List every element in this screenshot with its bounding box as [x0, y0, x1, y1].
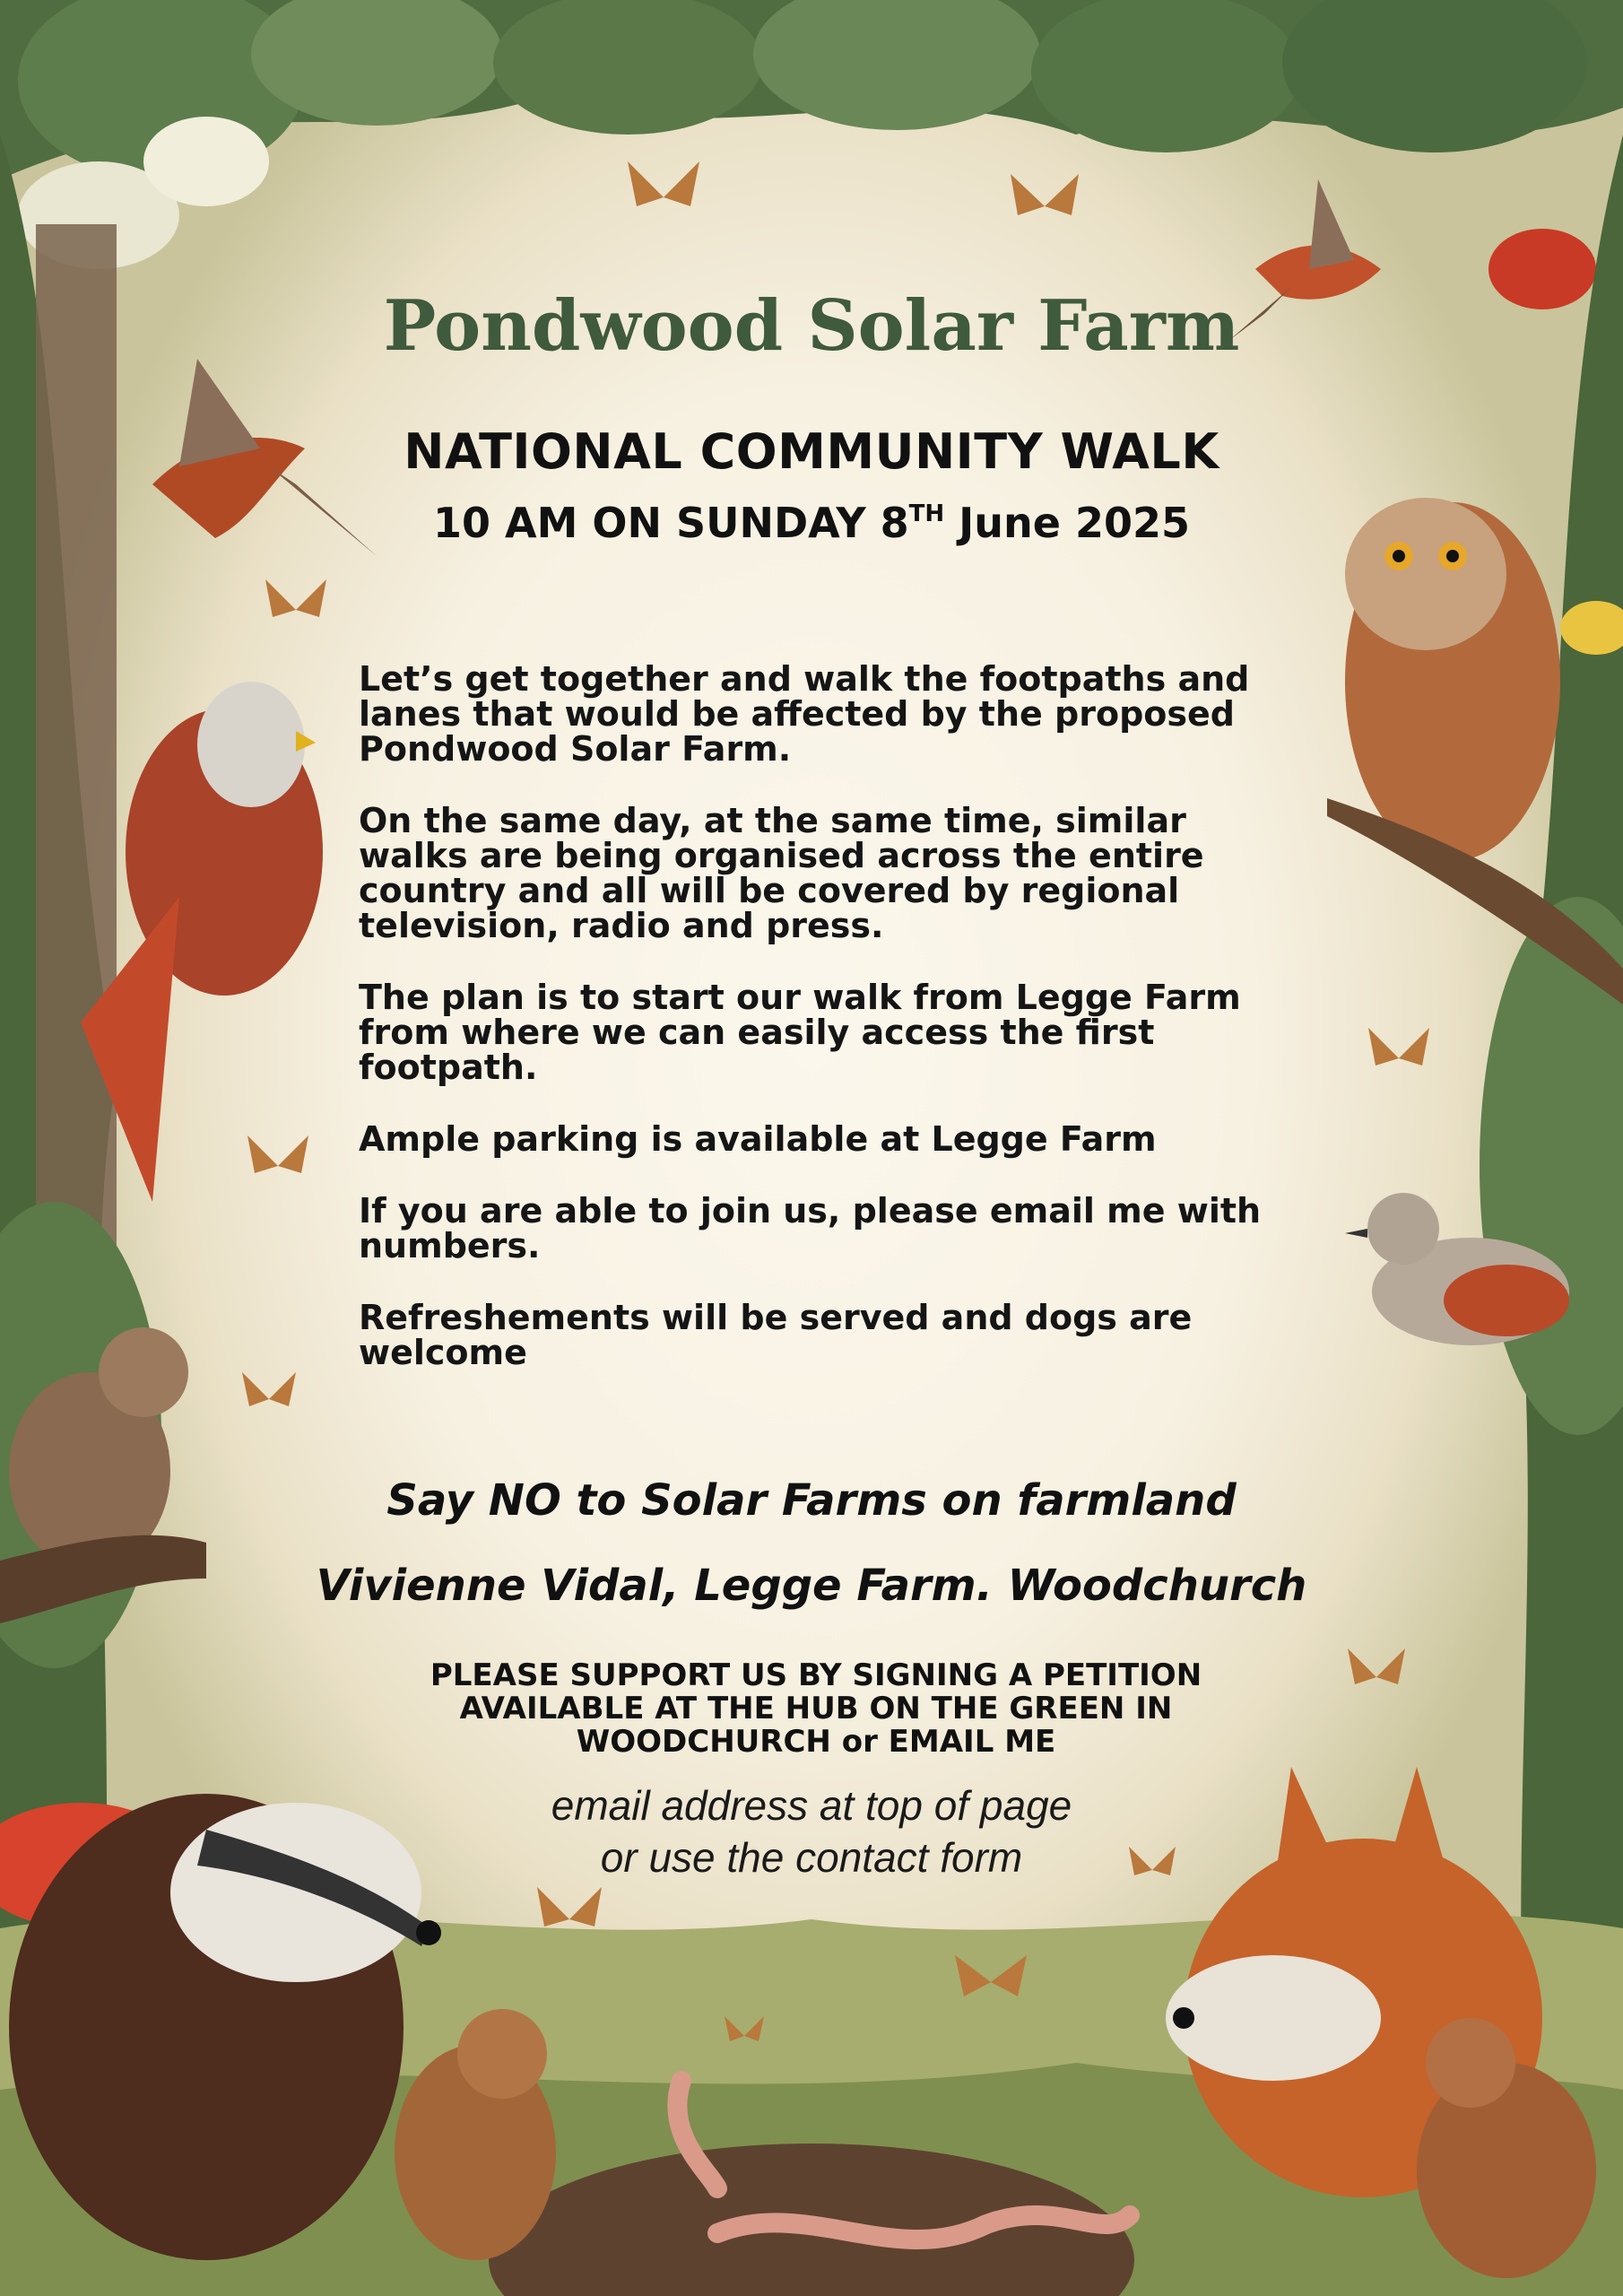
- event-description: [359, 659, 1273, 1407]
- event-date: [0, 499, 1623, 547]
- slogan: Say NO to Solar Farms on farmland: [386, 1475, 1237, 1526]
- paragraph: If you are able to join us, please email me with numbers.: [359, 1191, 1262, 1265]
- signature: Vivienne Vidal, Legge Farm. Woodchurch: [316, 1561, 1307, 1611]
- contact-note: [0, 1779, 1623, 1883]
- top-foliage: [0, 0, 1623, 309]
- event-heading: NATIONAL COMMUNITY WALK: [404, 423, 1219, 480]
- paragraph: The plan is to start our walk from Legge Farm from where we can easily access the first footpath.: [359, 978, 1241, 1087]
- paragraph: On the same day, at the same time, similar walks are being organised across the entire country and all will be covered by regional television, radio and press.: [359, 801, 1204, 945]
- contact-line: or use the contact form: [600, 1834, 1023, 1881]
- paragraph: Refreshements will be served and dogs are welcome: [359, 1298, 1193, 1372]
- kite-icon: [81, 682, 323, 1202]
- paragraph: Ample parking is available at Legge Farm: [359, 1119, 1157, 1159]
- paragraph: Let’s get together and walk the footpaths and lanes that would be affected by the proposed Pondwood Solar Farm.: [359, 659, 1250, 769]
- petition-notice: PLEASE SUPPORT US BY SIGNING A PETITION AVAILABLE AT THE HUB ON THE GREEN IN WOODCHURCH or EMAIL ME: [430, 1657, 1202, 1760]
- date-suffix: June 2025: [944, 499, 1191, 547]
- date-superscript: TH: [908, 500, 945, 527]
- date-prefix: 10 AM ON SUNDAY 8: [432, 499, 909, 547]
- page-title: Pondwood Solar Farm: [383, 285, 1240, 367]
- contact-line: email address at top of page: [551, 1782, 1072, 1829]
